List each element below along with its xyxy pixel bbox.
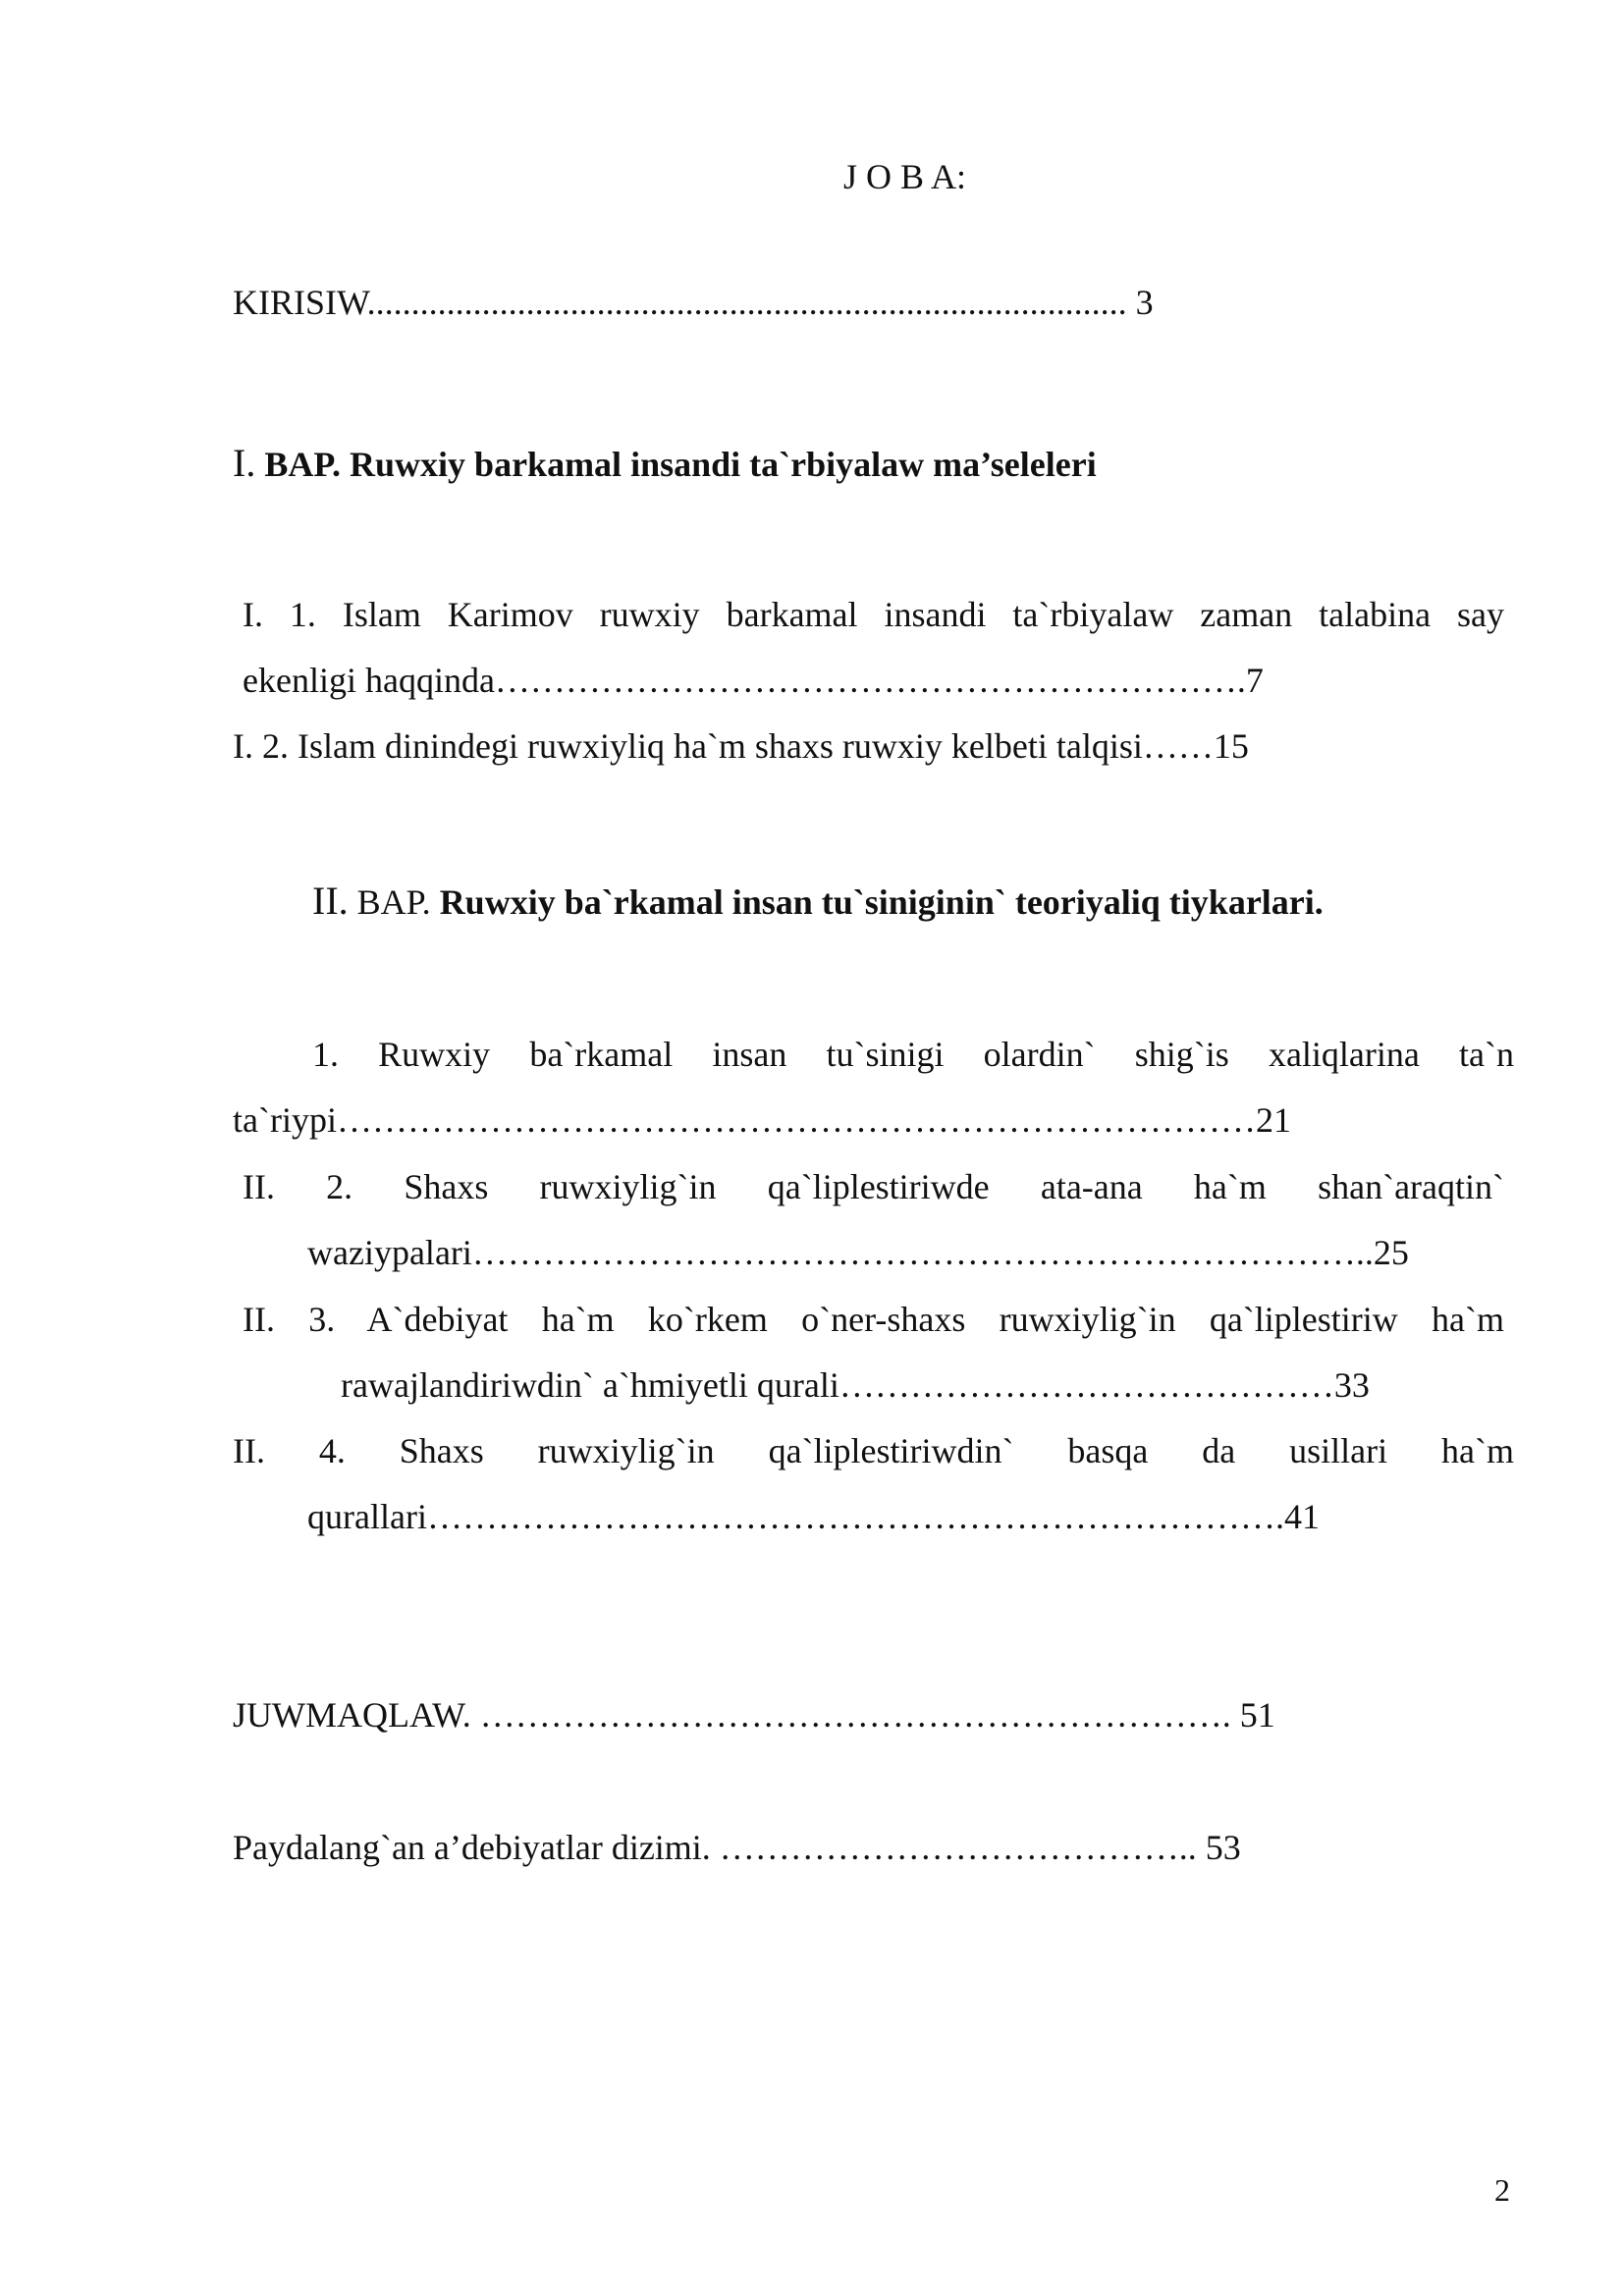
toc-item-2-2-line2: waziypalari…………………………………………………………………..25 — [307, 1233, 1409, 1272]
page-title: J O B A: — [843, 157, 967, 196]
toc-item-2-3-line2: rawajlandiriwdin` a`hmiyetli qurali……………………………………33 — [341, 1365, 1370, 1405]
toc-item-2-3-line1: II. 3. A`debiyat ha`m ko`rkem o`ner-shaxs ruwxiylig`in qa`liplestiriw ha`m — [243, 1300, 1504, 1339]
chapter1-heading — [233, 442, 1097, 486]
toc-conclusion: JUWMAQLAW. ………………………………………………………. 51 — [233, 1695, 1275, 1735]
toc-intro: KIRISIW...................................................................................... 3 — [233, 283, 1154, 322]
toc-item-2-1-line1: 1. Ruwxiy ba`rkamal insan tu`sinigi olardin` shig`is xaliqlarina ta`n — [312, 1035, 1514, 1074]
toc-item-2-1-line2: ta`riypi……………………………………………………………………21 — [233, 1100, 1291, 1140]
chapter1-roman: I. — [233, 441, 256, 485]
toc-item-1-2: I. 2. Islam dinindegi ruwxiyliq ha`m shaxs ruwxiy kelbeti talqisi……15 — [233, 726, 1249, 766]
chapter2-roman: II. — [312, 879, 349, 923]
chapter2-heading — [312, 880, 1324, 924]
toc-item-1-1-line1: I. 1. Islam Karimov ruwxiy barkamal insandi ta`rbiyalaw zaman talabina say — [243, 595, 1504, 634]
toc-item-1-1-line2: ekenligi haqqinda……………………………………………………….7 — [243, 661, 1264, 700]
chapter2-bap: BAP. — [356, 882, 431, 922]
toc-item-2-2-line1: II. 2. Shaxs ruwxiylig`in qa`liplestiriwde ata-ana ha`m shan`araqtin` — [243, 1167, 1504, 1206]
page-number: 2 — [1494, 2172, 1510, 2208]
chapter2-title: Ruwxiy ba`rkamal insan tu`siniginin` teoriyaliq tiykarlari. — [439, 882, 1324, 922]
chapter1-title: Ruwxiy barkamal insandi ta`rbiyalaw ma’seleleri — [350, 445, 1097, 484]
toc-item-2-4-line1: II. 4. Shaxs ruwxiylig`in qa`liplestiriwdin` basqa da usillari ha`m — [233, 1431, 1514, 1470]
chapter1-bap: BAP. — [264, 445, 342, 484]
toc-item-2-4-line2: qurallari……………………………………………………………….41 — [307, 1497, 1320, 1536]
toc-references: Paydalang`an a’debiyatlar dizimi. ………………………………….. 53 — [233, 1828, 1241, 1867]
